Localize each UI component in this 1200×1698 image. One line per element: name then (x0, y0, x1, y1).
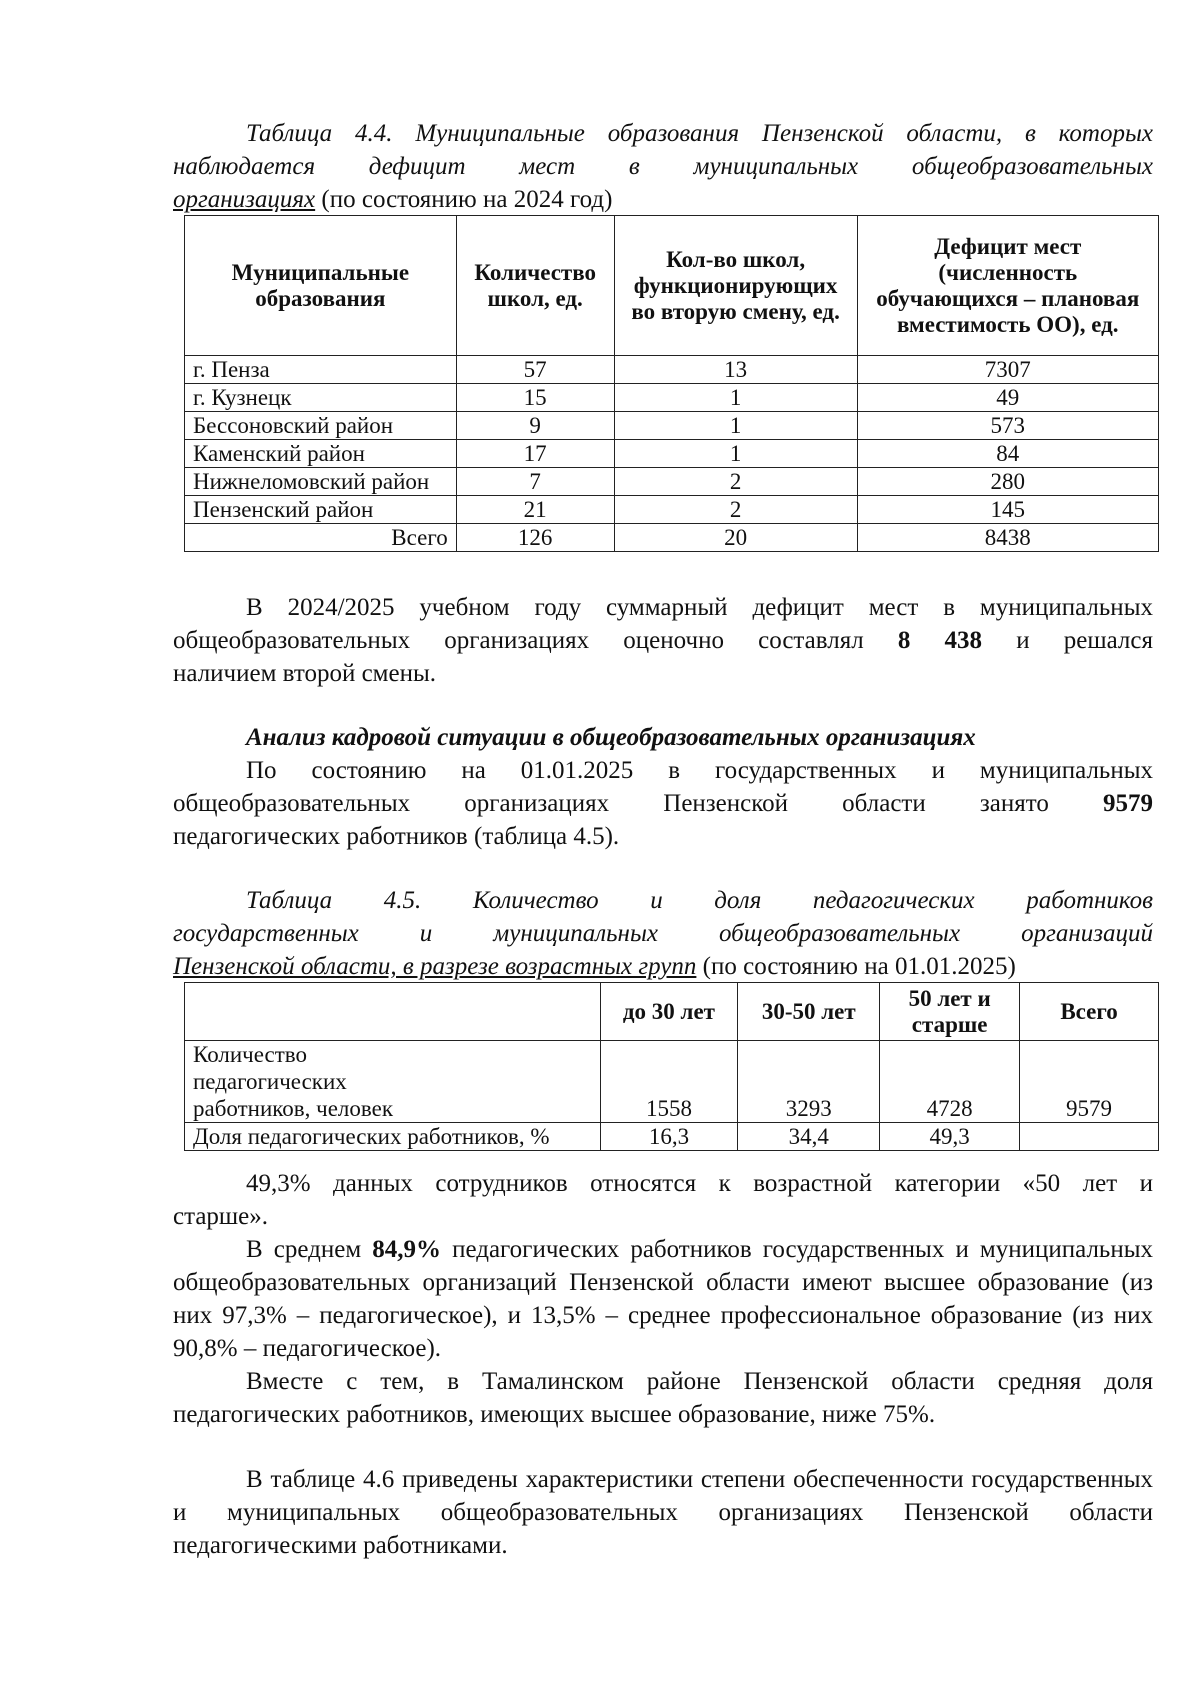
staff-total-value: 9579 (1103, 790, 1154, 817)
caption-line: Таблица 4.4. Муниципальные образования Пензенской области, в которых (246, 120, 1153, 147)
caption-line: организациях (173, 186, 316, 213)
cell-schools: 21 (456, 496, 614, 524)
cell-name: г. Пенза (185, 356, 457, 384)
paragraph-text: общеобразовательных организациях Пензенской области занято (173, 790, 1049, 817)
paragraph-text: общеобразовательных организациях оценочно составлял (173, 627, 864, 654)
cell-second-shift: 1 (614, 384, 857, 412)
cell-total-schools: 126 (456, 524, 614, 552)
cell-total: 9579 (1020, 1041, 1159, 1123)
cell-deficit: 145 (857, 496, 1158, 524)
header-second-shift: Кол-во школ, функционирующих во вторую смену, ед. (614, 216, 857, 356)
cell-30-50: 34,4 (738, 1123, 880, 1151)
table-4-5 (184, 982, 1159, 1151)
cell-30-50: 3293 (738, 1041, 880, 1123)
paragraph-text: и решался (1016, 627, 1153, 654)
label-text: Количество педагогических (193, 1042, 347, 1094)
table-row (185, 1123, 1159, 1151)
paragraph-deficit-summary (173, 591, 1153, 690)
table-row (185, 496, 1159, 524)
cell-under-30: 1558 (600, 1041, 738, 1123)
table-4-4-caption (173, 117, 1153, 216)
table-header-row (185, 216, 1159, 356)
paragraph-line: педагогических работников (таблица 4.5). (173, 823, 620, 850)
cell-second-shift: 2 (614, 496, 857, 524)
cell-name: Бессоновский район (185, 412, 457, 440)
paragraph-text: В среднем (246, 1236, 362, 1263)
label-line-2: работников, человек (193, 1096, 394, 1121)
cell-name: Каменский район (185, 440, 457, 468)
paragraph-age-share (173, 1167, 1153, 1233)
cell-second-shift: 2 (614, 468, 857, 496)
header-schools: Количество школ, ед. (456, 216, 614, 356)
paragraph-line: наличием второй смены. (173, 660, 437, 687)
header-deficit: Дефицит мест (численность обучающихся – плановая вместимость ОО), ед. (857, 216, 1158, 356)
cell-schools: 17 (456, 440, 614, 468)
cell-under-30: 16,3 (600, 1123, 738, 1151)
cell-total-second-shift: 20 (614, 524, 857, 552)
table-row (185, 1041, 1159, 1123)
header-30-50: 30-50 лет (738, 983, 880, 1041)
cell-50-plus: 4728 (880, 1041, 1020, 1123)
cell-deficit: 49 (857, 384, 1158, 412)
paragraph-line: По состоянию на 01.01.2025 в государственных и муниципальных (246, 757, 1153, 784)
cell-total-label: Всего (185, 524, 457, 552)
cell-label (185, 1041, 601, 1123)
deficit-total-value: 8 438 (897, 627, 983, 654)
cell-label: Доля педагогических работников, % (185, 1123, 601, 1151)
table-row (185, 356, 1159, 384)
table-row (185, 440, 1159, 468)
cell-50-plus: 49,3 (880, 1123, 1020, 1151)
caption-line: Таблица 4.5. Количество и доля педагогических работников (246, 887, 1153, 914)
cell-name: Нижнеломовский район (185, 468, 457, 496)
cell-second-shift: 13 (614, 356, 857, 384)
cell-deficit: 573 (857, 412, 1158, 440)
section-heading: Анализ кадровой ситуации в общеобразовательных организациях (246, 724, 976, 751)
table-4-5-caption (173, 884, 1153, 983)
cell-schools: 7 (456, 468, 614, 496)
header-under-30: до 30 лет (600, 983, 738, 1041)
cell-total-deficit: 8438 (857, 524, 1158, 552)
header-municipality: Муниципальные образования (185, 216, 457, 356)
table-header-row (185, 983, 1159, 1041)
cell-schools: 9 (456, 412, 614, 440)
caption-date: (по состоянию на 01.01.2025) (696, 953, 1016, 980)
cell-schools: 57 (456, 356, 614, 384)
paragraph-text: Вместе с тем, в Тамалинском районе Пензенской области средняя доля педагогических работников, имеющих высшее образование, ниже 75%. (173, 1368, 1153, 1428)
header-50-plus: 50 лет и старше (880, 983, 1020, 1041)
paragraph-line: старше». (173, 1203, 269, 1230)
section-staffing (173, 721, 1153, 853)
paragraph-table-4-6-intro (173, 1463, 1153, 1562)
paragraph-tamala (173, 1365, 1153, 1431)
cell-name: Пензенский район (185, 496, 457, 524)
paragraph-line: 49,3% данных сотрудников относятся к возрастной категории «50 лет и (246, 1170, 1153, 1197)
table-row (185, 412, 1159, 440)
label-line-1 (193, 1041, 592, 1095)
cell-deficit: 7307 (857, 356, 1158, 384)
table-row (185, 384, 1159, 412)
caption-line: наблюдается дефицит мест в муниципальных общеобразовательных (173, 153, 1153, 180)
caption-date: (по состоянию на 2024 год) (315, 186, 613, 213)
caption-line: государственных и муниципальных общеобразовательных организаций (173, 920, 1153, 947)
cell-total (1020, 1123, 1159, 1151)
paragraph-text: В таблице 4.6 приведены характеристики степени обеспеченности государственных и муниципальных общеобразовательных организациях Пензенской области педагогическими работниками. (173, 1466, 1153, 1559)
table-4-4 (184, 215, 1159, 552)
cell-second-shift: 1 (614, 440, 857, 468)
header-blank (185, 983, 601, 1041)
paragraph-line: В 2024/2025 учебном году суммарный дефицит мест в муниципальных (246, 594, 1153, 621)
header-total: Всего (1020, 983, 1159, 1041)
cell-deficit: 280 (857, 468, 1158, 496)
higher-education-share: 84,9% (372, 1236, 441, 1263)
cell-schools: 15 (456, 384, 614, 412)
table-total-row (185, 524, 1159, 552)
cell-second-shift: 1 (614, 412, 857, 440)
cell-name: г. Кузнецк (185, 384, 457, 412)
paragraph-education (173, 1233, 1153, 1365)
caption-line: Пензенской области, в разрезе возрастных групп (173, 953, 697, 980)
cell-deficit: 84 (857, 440, 1158, 468)
table-row (185, 468, 1159, 496)
paragraph-text: педагогических работников государственных и муниципальных общеобразовательных организаций Пензенской области имеют высшее образование (из них 97,3% – педагогическое), и 13,5% – среднее профессиональное образование (из них 90,8% – педагогическое). (173, 1236, 1154, 1362)
